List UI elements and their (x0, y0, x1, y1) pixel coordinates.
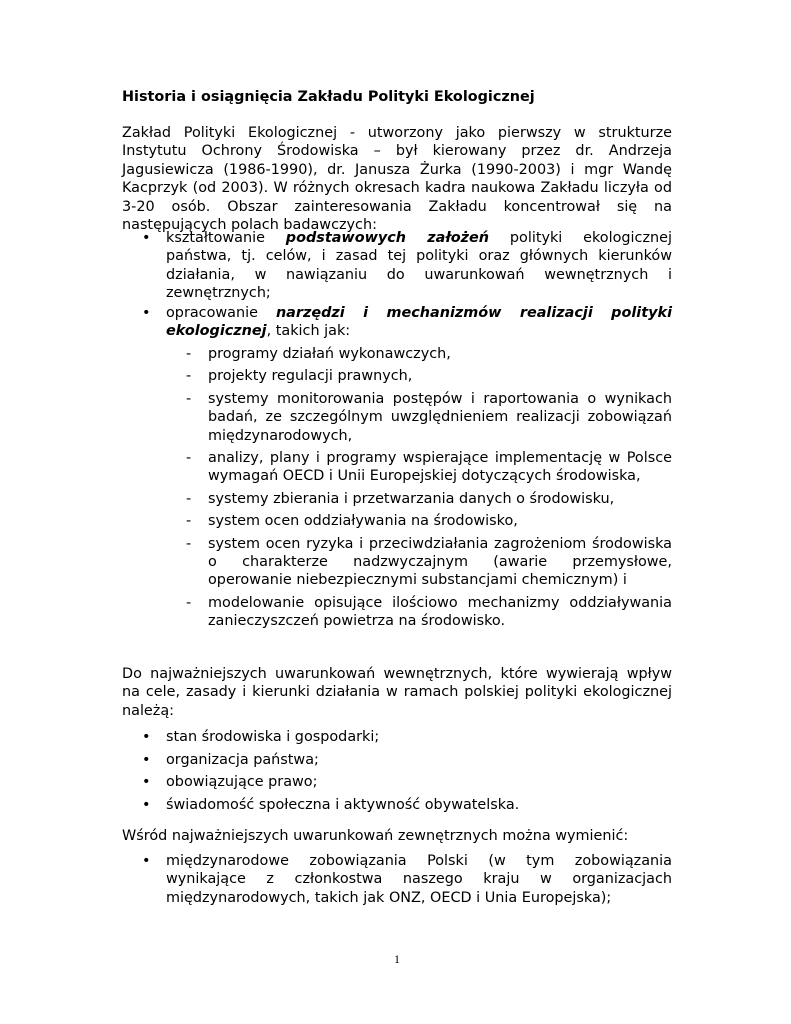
sublist-item: - system ocen ryzyka i przeciwdziałania zagrożeniom środowiska o charakterze nadzwyczajnym (awarie przemysłowe, operowanie niebezpiecznymi substancjami chemicznym) i (122, 535, 672, 590)
sublist-item: - programy działań wykonawczych, (122, 345, 672, 363)
list-item-policy-instruments (122, 304, 672, 341)
external-conditions-paragraph: Wśród najważniejszych uwarunkowań zewnętrznych można wymienić: (122, 828, 629, 844)
list-item: • stan środowiska i gospodarki; (122, 728, 672, 746)
list-item-text: kształtowanie (166, 230, 286, 246)
intro-paragraph: Zakład Polityki Ekologicznej - utworzony jako pierwszy w strukturze Instytutu Ochrony Środowiska – był kierowany przez dr. Andrzeja Jagusiewicza (1986-1990), dr. Janusza Żurka (1990-2003) i mgr Wandę Kacprzyk (od 2003). W różnych okresach kadra naukowa Zakładu liczyła od 3-20 osób. Obszar zainteresowania Zakładu koncentrował się na następujących polach badawczych: (122, 125, 672, 234)
external-conditions-list (122, 852, 672, 907)
sublist-item: - modelowanie opisujące ilościowo mechanizmy oddziaływania zanieczyszczeń powietrza na środowisko. (122, 594, 672, 631)
sublist-item: - systemy zbierania i przetwarzania danych o środowisku, (122, 490, 672, 508)
list-item-text: , takich jak: (266, 323, 351, 340)
sublist-item: - systemy monitorowania postępów i raportowania o wynikach badań, ze szczególnym uwzględnieniem realizacji zobowiązań międzynarodowych, (122, 390, 672, 445)
document-title: Historia i osiągnięcia Zakładu Polityki Ekologicznej (122, 89, 535, 105)
sublist-item: - projekty regulacji prawnych, (122, 367, 672, 385)
list-item-policy-foundations (122, 229, 672, 303)
emphasis-text: podstawowych założeń (285, 230, 490, 246)
internal-conditions-list (122, 728, 672, 818)
page-number: 1 (394, 952, 400, 966)
instruments-sublist (122, 345, 672, 635)
list-item: • obowiązujące prawo; (122, 773, 672, 791)
list-item-text: opracowanie (166, 305, 276, 321)
sublist-item: - analizy, plany i programy wspierające implementację w Polsce wymagań OECD i Unii Europejskiej dotyczących środowiska, (122, 449, 672, 486)
list-item: • świadomość społeczna i aktywność obywatelska. (122, 796, 672, 814)
internal-conditions-paragraph: Do najważniejszych uwarunkowań wewnętrznych, które wywierają wpływ na cele, zasady i kierunki działania w ramach polskiej polityki ekologicznej należą: (122, 666, 672, 719)
list-item-text: polityki ekologicznej państwa, tj. celów, i zasad tej polityki oraz głównych kierunków działania, w nawiązaniu do uwarunkowań wewnętrznych i zewnętrznych; (166, 230, 672, 302)
list-item: • międzynarodowe zobowiązania Polski (w tym zobowiązania wynikające z członkostwa naszego kraju w organizacjach międzynarodowych, takich jak ONZ, OECD i Unia Europejska); (122, 852, 672, 907)
research-areas-list-2 (122, 304, 672, 341)
sublist-item: - system ocen oddziaływania na środowisko, (122, 512, 672, 530)
list-item: • organizacja państwa; (122, 751, 672, 769)
emphasis-text: narzędzi i mechanizmów realizacji polityki ekologicznej (166, 305, 672, 340)
research-areas-list (122, 229, 672, 303)
